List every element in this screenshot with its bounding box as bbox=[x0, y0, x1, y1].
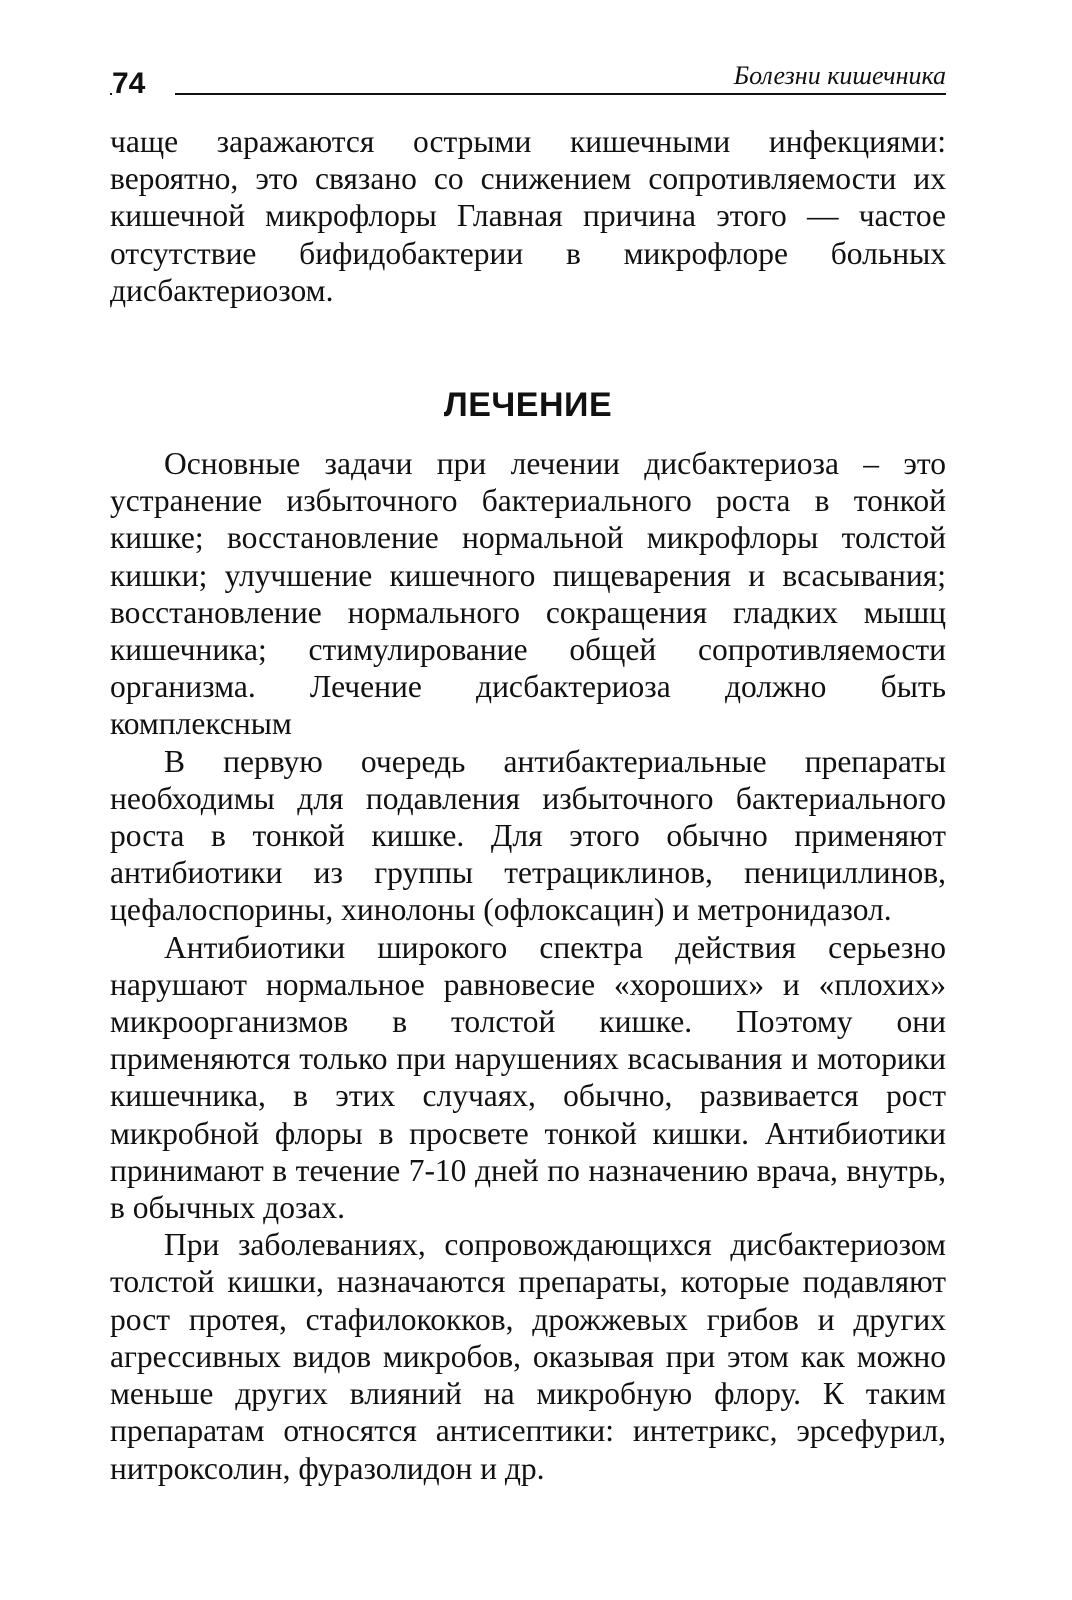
running-title: Болезни кишечника bbox=[733, 61, 946, 90]
paragraph-antiseptics: При заболеваниях, сопровождающихся дисбактериозом толстой кишки, назначаются препараты, которые подавляют рост протея, стафилококков, дрожжевых грибов и других агрессивных видов микробов, оказывая при этом как можно меньше других влияний на микробную флору. К таким препаратам относятся антисептики: интетрикс, эрсефурил, нитроксолин, фуразолидон и др. bbox=[110, 1227, 946, 1486]
section-title: ЛЕЧЕНИЕ bbox=[443, 386, 613, 425]
book-page bbox=[110, 45, 946, 1487]
paragraph-antibacterial-drugs: В первую очередь антибактериальные препараты необходимы для подавления избыточного бактериального роста в тонкой кишке. Для этого обычно применяют антибиотики из группы тетрациклинов, пенициллинов, цефалоспорины, хинолоны (офлоксацин) и метронидазол. bbox=[110, 743, 946, 928]
page-number: 74 bbox=[112, 66, 175, 102]
paragraph-broad-spectrum-antibiotics: Антибиотики широкого спектра действия серьезно нарушают нормальное равновесие «хороших» и «плохих» микроорганизмов в толстой кишке. Поэтому они применяются только при нарушениях всасывания и моторики кишечника, в этих случаях, обычно, развивается рост микробной флоры в просвете тонкой кишки. Антибиотики принимают в течение 7-10 дней по назначению врача, внутрь, в обычных дозах. bbox=[110, 929, 946, 1226]
running-header bbox=[110, 45, 946, 100]
intro-paragraph: чаще заражаются острыми кишечными инфекциями: вероятно, это связано со снижением сопротивляемости их кишечной микрофлоры Главная причина этого — частое отсутствие бифидобактерии в микрофлоре больных дисбактериозом. bbox=[110, 124, 946, 308]
paragraph-treatment-goals: Основные задачи при лечении дисбактериоза – это устранение избыточного бактериального роста в тонкой кишке; восстановление нормальной микрофлоры толстой кишки; улучшение кишечного пищеварения и всасывания; восстановление нормального сокращения гладких мышц кишечника; стимулирование общей сопротивляемости организма. Лечение дисбактериоза должно быть комплексным bbox=[110, 446, 946, 742]
